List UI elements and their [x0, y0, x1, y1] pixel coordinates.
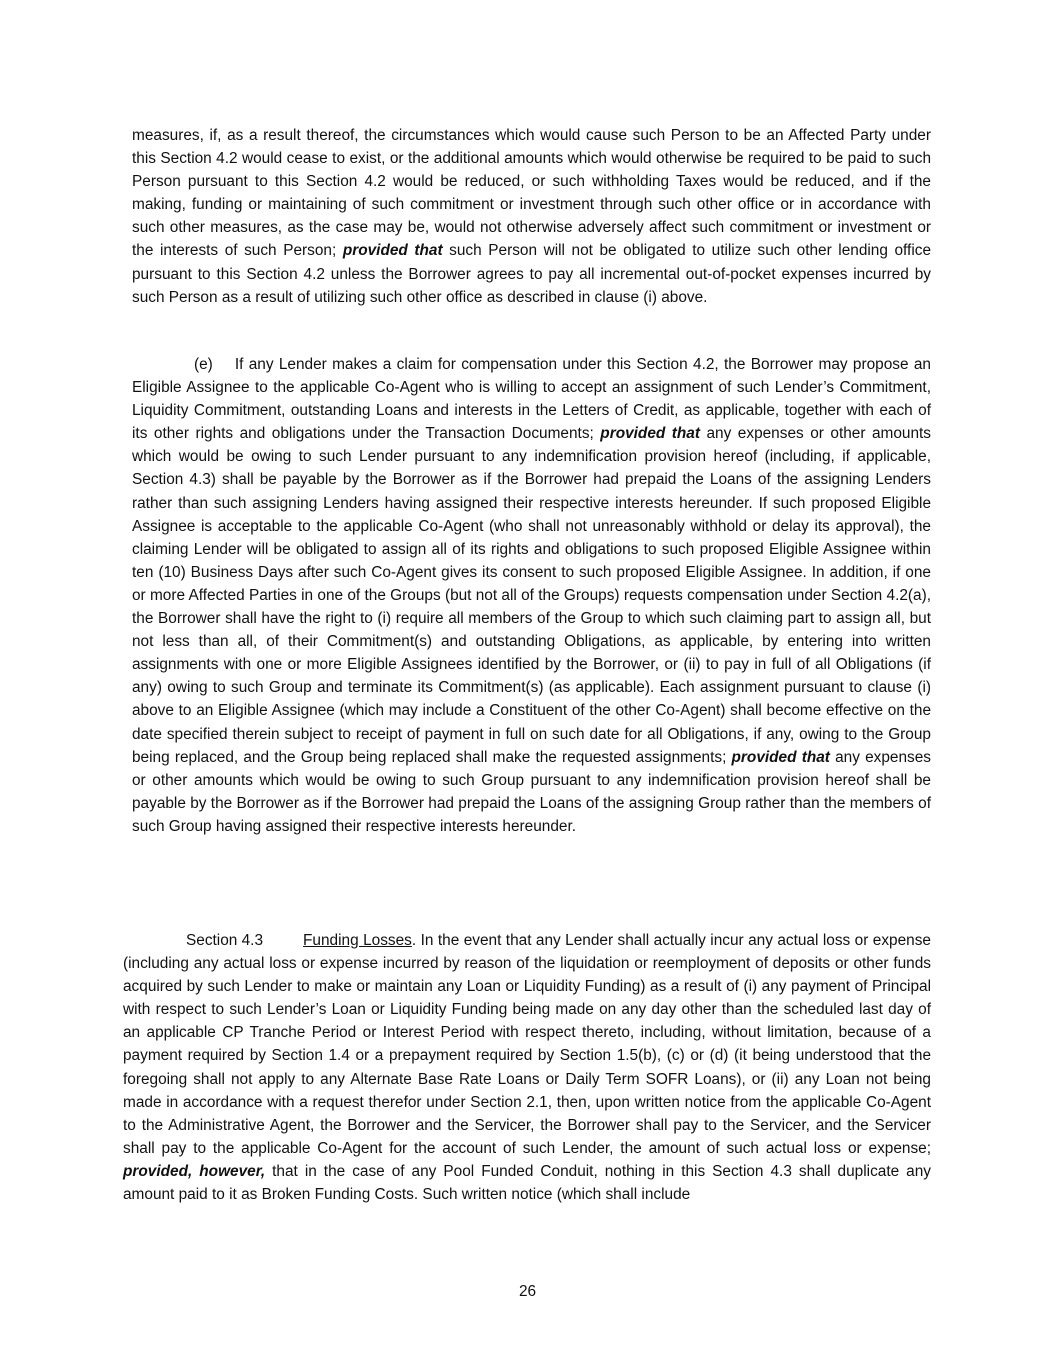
paragraph-clause-e: [132, 353, 931, 838]
page-number: 26: [518, 1283, 537, 1300]
clause-label: (e): [194, 356, 213, 373]
section-heading-period: .: [411, 932, 417, 949]
paragraph-text: that in the case of any Pool Funded Conduit, nothing in this Section 4.3 shall duplicate any amount paid to it as Broken Funding Costs. Such written notice (which shall include: [123, 1162, 931, 1204]
section-4-3-funding-losses: [123, 929, 931, 1206]
proviso-text: provided that: [600, 425, 700, 443]
section-heading: Funding Losses: [303, 932, 412, 949]
paragraph-text: any expenses or other amounts which would be owing to such Lender pursuant to any indemnification provision hereof (including, if applicable, Section 4.3) shall be payable by the Borrower as if the Borrower had prepaid the Loans of the assigning Lenders rather than such assigning Lenders having assigned their respective interests hereunder. If such proposed Eligible Assignee is acceptable to the applicable Co-Agent (who shall not unreasonably withhold or delay its approval), the claiming Lender will be obligated to assign all of its rights and obligations to such proposed Eligible Assignee within ten (10) Business Days after such Co-Agent gives its consent to such proposed Eligible Assignee. In addition, if one or more Affected Parties in one of the Groups (but not all of the Groups) requests compensation under Section 4.2(a), the Borrower shall have the right to (i) require all members of the Group to which such claiming part to assign all, but not less than all, of their Commitment(s) and outstanding Obligations, as applicable, by entering into written assignments with one or more Eligible Assignees identified by the Borrower, or (ii) to pay in full of all Obligations (if any) owing to such Group and terminate its Commitment(s) (as applicable). Each assignment pursuant to clause (i) above to an Eligible Assignee (which may include a Constituent of the other Co-Agent) shall become effective on the date specified therein subject to receipt of payment in full on such date for all Obligations, if any, owing to the Group being replaced, and the Group being replaced shall make the requested assignments;: [132, 425, 931, 766]
paragraph-text: measures, if, as a result thereof, the circumstances which would cause such Person to be an Affected Party under this Section 4.2 would cease to exist, or the additional amounts which would otherwise be required to be paid to such Person pursuant to this Section 4.2 would be reduced, or such withholding Taxes would be reduced, and if the making, funding or maintaining of such commitment or investment through such other office or in accordance with such other measures, as the case may be, would not otherwise adversely affect such commitment or investment or the interests of such Person;: [132, 127, 931, 260]
paragraph-text: any expenses or other amounts which would be owing to such Group pursuant to any indemnification provision hereof shall be payable by the Borrower as if the Borrower had prepaid the Loans of the assigning Group rather than the members of such Group having assigned their respective interests hereunder.: [132, 748, 931, 835]
proviso-text: provided that: [342, 242, 443, 260]
paragraph-text: such Person will not be obligated to utilize such other lending office pursuant to this Section 4.2 unless the Borrower agrees to pay all incremental out-of-pocket expenses incurred by such Person as a result of utilizing such other office as described in clause (i) above.: [132, 242, 931, 306]
section-number: Section 4.3: [186, 932, 264, 949]
proviso-text: provided, however,: [123, 1162, 266, 1180]
proviso-text: provided that: [731, 748, 830, 766]
paragraph-measures-continuation: [132, 124, 931, 309]
paragraph-text: If any Lender makes a claim for compensation under this Section 4.2, the Borrower may propose an Eligible Assignee to the applicable Co-Agent who is willing to accept an assignment of such Lender’s Commitment, Liquidity Commitment, outstanding Loans and interests in the Letters of Credit, as applicable, together with each of its other rights and obligations under the Transaction Documents;: [132, 356, 931, 443]
paragraph-text: In the event that any Lender shall actually incur any actual loss or expense (including any actual loss or expense incurred by reason of the liquidation or reemployment of deposits or other funds acquired by such Lender to make or maintain any Loan or Liquidity Funding) as a result of (i) any payment of Principal with respect to such Lender’s Loan or Liquidity Funding being made on any day other than the scheduled last day of an applicable CP Tranche Period or Interest Period with respect thereto, including, without limitation, because of a payment required by Section 1.4 or a prepayment required by Section 1.5(b), (c) or (d) (it being understood that the foregoing shall not apply to any Alternate Base Rate Loans or Daily Term SOFR Loans), or (ii) any Loan not being made in accordance with a request therefor under Section 2.1, then, upon written notice from the applicable Co-Agent to the Administrative Agent, the Borrower and the Servicer, the Borrower shall pay to the Servicer, and the Servicer shall pay to the applicable Co-Agent for the account of such Lender, the amount of such actual loss or expense;: [123, 932, 931, 1157]
